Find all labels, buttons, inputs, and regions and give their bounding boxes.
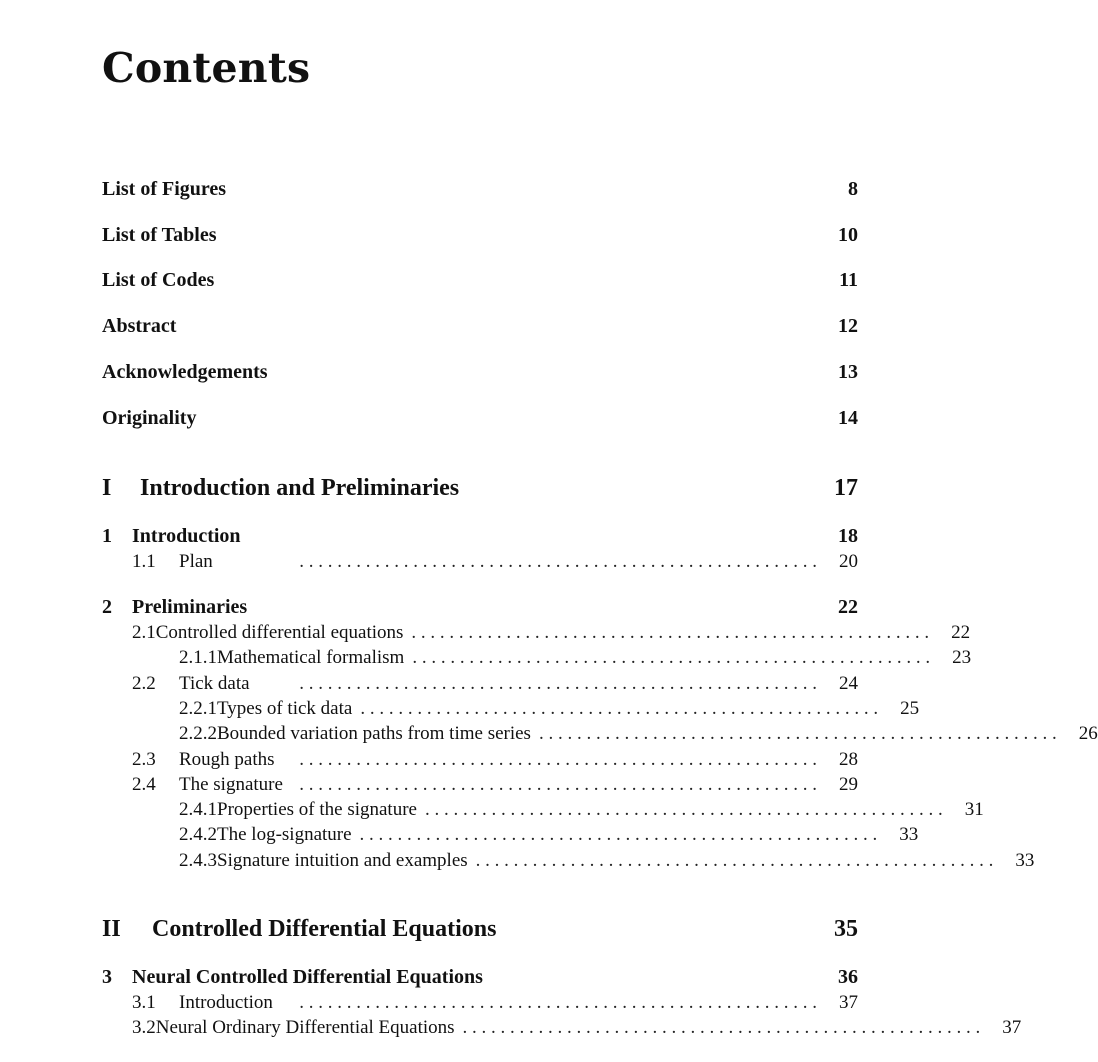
toc-section-page: 22 [951,622,971,643]
toc-entry-page: 12 [838,315,858,337]
toc-section-entry[interactable] [132,749,858,773]
toc-subsection-title: Bounded variation paths from time series [217,723,531,744]
toc-section-entry[interactable] [132,774,858,798]
toc-part-title: Controlled Differential Equations [152,916,497,942]
toc-section-page: 24 [839,673,858,694]
toc-section-title: The signature [179,774,283,795]
toc-subsection-title: Signature intuition and examples [217,850,468,871]
toc-chapter-title: Preliminaries [132,596,248,618]
toc-section-title: Rough paths [179,749,275,770]
toc-entry-originality[interactable] [102,407,858,435]
toc-subsection-number: 2.2.1 [179,698,217,719]
dot-leader: . . . . . . . . . . . . . . . . . . . . . . . . . . . . . . . . . . . . . . . . . . . . . . . . . . . . . . . [299,551,817,572]
toc-subsection-number: 2.4.3 [179,850,217,871]
toc-entry-page: 11 [839,269,858,291]
toc-section-title: Plan [179,551,213,572]
toc-section-title: Neural Ordinary Differential Equations [155,1017,455,1038]
toc-section-number: 2.4 [132,774,156,795]
toc-subsection-number: 2.2.2 [179,723,217,744]
toc-section-page: 28 [839,749,858,770]
toc-part-entry[interactable] [102,916,858,948]
toc-subsection-entry[interactable] [179,850,1035,874]
toc-entry-acknowledgements[interactable] [102,361,858,389]
toc-subsection-number: 2.4.2 [179,824,217,845]
toc-section-number: 1.1 [132,551,156,572]
toc-section-entry[interactable] [132,673,858,697]
toc-subsection-title: The log-signature [217,824,352,845]
toc-subsection-number: 2.4.1 [179,799,217,820]
toc-entry-list-of-codes[interactable] [102,269,858,297]
toc-subsection-title: Mathematical formalism [217,647,405,668]
toc-part-title: Introduction and Preliminaries [140,475,460,501]
toc-entry-abstract[interactable] [102,315,858,343]
toc-entry-title: List of Figures [102,178,227,200]
toc-section-number: 2.1 [132,622,156,643]
toc-section-number: 3.1 [132,992,156,1013]
toc-section-title: Tick data [179,673,250,694]
toc-chapter-page: 36 [838,966,858,988]
page-title: Contents [102,44,311,92]
dot-leader: . . . . . . . . . . . . . . . . . . . . . . . . . . . . . . . . . . . . . . . . . . . . . . . . . . . . . . . [299,992,817,1013]
toc-entry-title: Acknowledgements [102,361,268,383]
toc-subsection-page: 25 [900,698,920,719]
toc-section-entry[interactable] [132,622,971,646]
toc-subsection-entry[interactable] [179,723,1098,747]
toc-section-page: 29 [839,774,858,795]
toc-chapter-title: Neural Controlled Differential Equations [132,966,483,988]
dot-leader: . . . . . . . . . . . . . . . . . . . . . . . . . . . . . . . . . . . . . . . . . . . . . . . . . . . . . . . [411,622,930,643]
toc-chapter-number: 1 [102,525,112,547]
toc-subsection-page: 31 [964,799,984,820]
toc-section-number: 2.2 [132,673,156,694]
toc-entry-page: 10 [838,224,858,246]
toc-chapter-page: 18 [838,525,858,547]
toc-entry-page: 13 [838,361,858,383]
toc-part-page: 35 [834,916,858,942]
toc-section-page: 37 [1002,1017,1022,1038]
toc-entry-page: 8 [848,178,858,200]
dot-leader: . . . . . . . . . . . . . . . . . . . . . . . . . . . . . . . . . . . . . . . . . . . . . . . . . . . . . . . [462,1017,981,1038]
dot-leader: . . . . . . . . . . . . . . . . . . . . . . . . . . . . . . . . . . . . . . . . . . . . . . . . . . . . . . . [475,850,994,871]
toc-chapter-title: Introduction [132,525,241,547]
toc-chapter-number: 3 [102,966,112,988]
dot-leader: . . . . . . . . . . . . . . . . . . . . . . . . . . . . . . . . . . . . . . . . . . . . . . . . . . . . . . . [299,673,817,694]
toc-entry-title: Abstract [102,315,177,337]
toc-subsection-entry[interactable] [179,799,984,823]
dot-leader: . . . . . . . . . . . . . . . . . . . . . . . . . . . . . . . . . . . . . . . . . . . . . . . . . . . . . . . [412,647,931,668]
toc-entry-list-of-figures[interactable] [102,178,858,206]
toc-section-entry[interactable] [132,992,858,1016]
toc-section-title: Controlled differential equations [155,622,404,643]
toc-chapter-page: 22 [838,596,858,618]
toc-subsection-page: 26 [1078,723,1098,744]
toc-section-number: 3.2 [132,1017,156,1038]
toc-subsection-page: 23 [952,647,972,668]
toc-entry-title: List of Codes [102,269,215,291]
toc-chapter-entry[interactable] [102,966,858,992]
dot-leader: . . . . . . . . . . . . . . . . . . . . . . . . . . . . . . . . . . . . . . . . . . . . . . . . . . . . . . . [359,824,878,845]
toc-subsection-number: 2.1.1 [179,647,217,668]
toc-section-page: 20 [839,551,858,572]
toc-subsection-page: 33 [899,824,919,845]
toc-chapter-entry[interactable] [102,596,858,622]
toc-entry-title: List of Tables [102,224,217,246]
dot-leader: . . . . . . . . . . . . . . . . . . . . . . . . . . . . . . . . . . . . . . . . . . . . . . . . . . . . . . . [424,799,943,820]
toc-section-entry[interactable] [132,1017,1022,1041]
dot-leader: . . . . . . . . . . . . . . . . . . . . . . . . . . . . . . . . . . . . . . . . . . . . . . . . . . . . . . . [299,749,817,770]
toc-entry-list-of-tables[interactable] [102,224,858,252]
toc-section-entry[interactable] [132,551,858,575]
toc-subsection-entry[interactable] [179,698,920,722]
toc-subsection-title: Types of tick data [217,698,353,719]
toc-section-page: 37 [839,992,858,1013]
dot-leader: . . . . . . . . . . . . . . . . . . . . . . . . . . . . . . . . . . . . . . . . . . . . . . . . . . . . . . . [360,698,879,719]
toc-part-number: I [102,475,112,501]
toc-subsection-page: 33 [1015,850,1035,871]
toc-entry-title: Originality [102,407,197,429]
toc-chapter-number: 2 [102,596,112,618]
toc-chapter-entry[interactable] [102,525,858,551]
toc-section-number: 2.3 [132,749,156,770]
toc-subsection-entry[interactable] [179,824,919,848]
dot-leader: . . . . . . . . . . . . . . . . . . . . . . . . . . . . . . . . . . . . . . . . . . . . . . . . . . . . . . . [538,723,1057,744]
toc-entry-page: 14 [838,407,858,429]
dot-leader: . . . . . . . . . . . . . . . . . . . . . . . . . . . . . . . . . . . . . . . . . . . . . . . . . . . . . . . [299,774,817,795]
toc-subsection-entry[interactable] [179,647,972,671]
toc-subsection-title: Properties of the signature [217,799,417,820]
toc-part-entry[interactable] [102,475,858,507]
toc-part-number: II [102,916,121,942]
toc-part-page: 17 [834,475,858,501]
toc-section-title: Introduction [179,992,273,1013]
